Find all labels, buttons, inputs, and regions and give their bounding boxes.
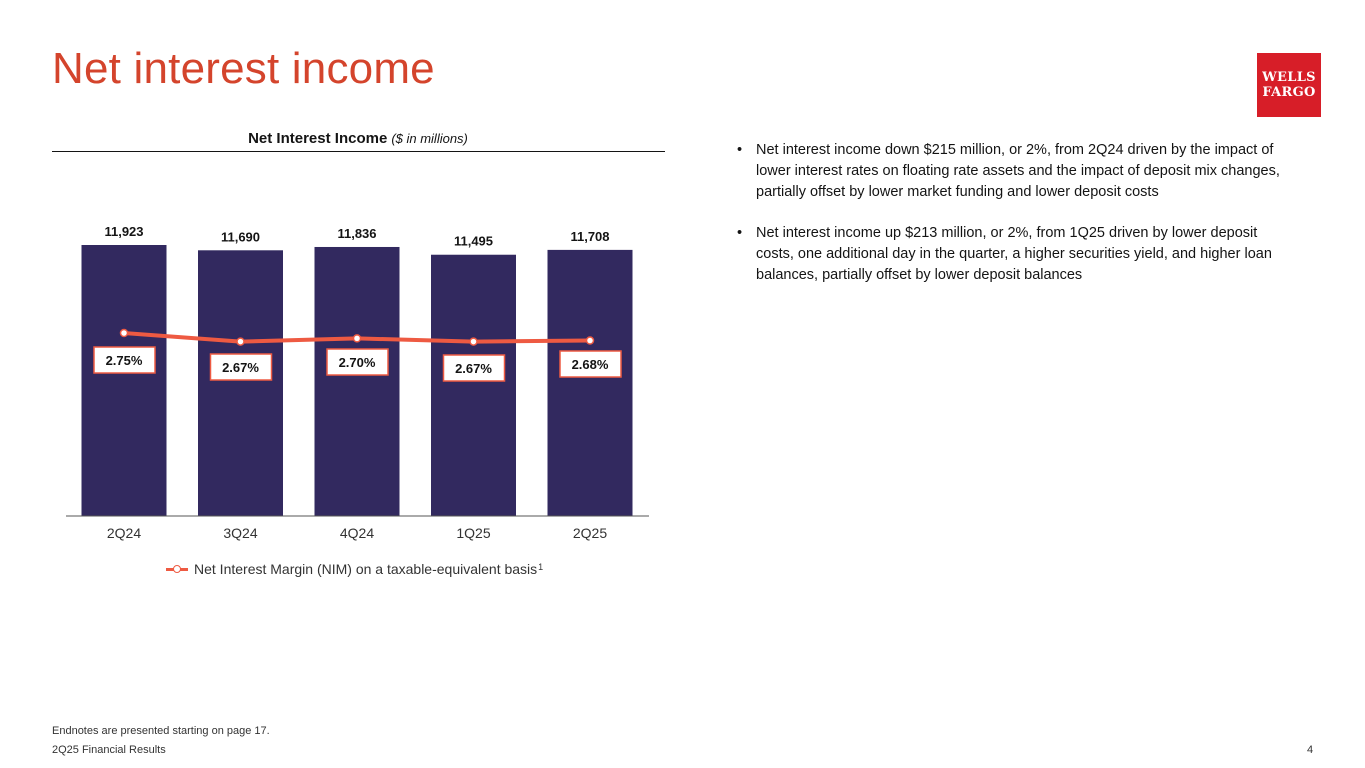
chart-title: Net Interest Income	[248, 130, 388, 147]
commentary-item	[737, 140, 1297, 203]
logo-line-1: WELLS	[1262, 70, 1316, 85]
nii-value-label: 11,495	[453, 233, 494, 249]
nii-bar	[431, 255, 516, 516]
nim-value-label: 2.68%	[571, 357, 609, 372]
nim-point	[237, 338, 244, 345]
x-tick-label: 4Q24	[339, 525, 375, 541]
wells-fargo-logo	[1257, 53, 1321, 117]
commentary-text: Net interest income down $215 million, or 2%, from 2Q24 driven by the impact of lower interest rates on floating rate assets and the impact of deposit mix changes, partially offset by lower market funding and lower deposit costs	[756, 142, 1280, 200]
nim-value-label: 2.75%	[105, 353, 143, 368]
legend-line-marker-icon	[166, 563, 188, 575]
nim-value-label: 2.67%	[222, 360, 259, 375]
nii-bar	[82, 245, 167, 516]
footer-report-name: 2Q25 Financial Results	[52, 744, 166, 756]
endnote-reference: Endnotes are presented starting on page 17.	[52, 725, 270, 737]
nii-bar	[198, 250, 283, 516]
nii-bar	[315, 247, 400, 516]
chart-subtitle: ($ in millions)	[391, 131, 468, 146]
nim-point	[354, 335, 361, 342]
nim-point	[470, 338, 477, 345]
nii-value-label: 11,836	[337, 225, 377, 241]
commentary-list	[737, 140, 1297, 306]
legend-label: Net Interest Margin (NIM) on a taxable-equivalent basis	[194, 561, 538, 577]
bullet-icon: •	[737, 142, 743, 158]
nim-point	[121, 330, 128, 337]
nii-value-label: 11,690	[220, 229, 261, 245]
nim-point	[587, 337, 594, 344]
x-tick-label: 3Q24	[223, 525, 258, 541]
nii-bar	[548, 250, 633, 516]
legend-endnote-ref: 1	[538, 562, 544, 572]
x-tick-label: 1Q25	[456, 525, 491, 541]
page-number: 4	[1307, 744, 1314, 756]
nim-value-label: 2.67%	[455, 361, 492, 376]
nii-value-label: 11,923	[104, 224, 144, 239]
chart-legend	[166, 559, 543, 579]
bullet-icon: •	[737, 225, 743, 241]
logo-line-2: FARGO	[1262, 85, 1316, 100]
commentary-text: Net interest income up $213 million, or 2%, from 1Q25 driven by lower deposit costs, one additional day in the quarter, a higher securities yield, and higher loan balances, partially offset by lower deposit balances	[756, 225, 1272, 283]
x-tick-label: 2Q24	[106, 525, 142, 541]
net-interest-income-chart	[0, 0, 700, 560]
x-tick-label: 2Q25	[572, 525, 608, 541]
nim-value-label: 2.70%	[338, 355, 376, 370]
commentary-item	[737, 223, 1297, 286]
page-title: Net interest income	[52, 44, 435, 93]
nii-value-label: 11,708	[570, 228, 610, 244]
